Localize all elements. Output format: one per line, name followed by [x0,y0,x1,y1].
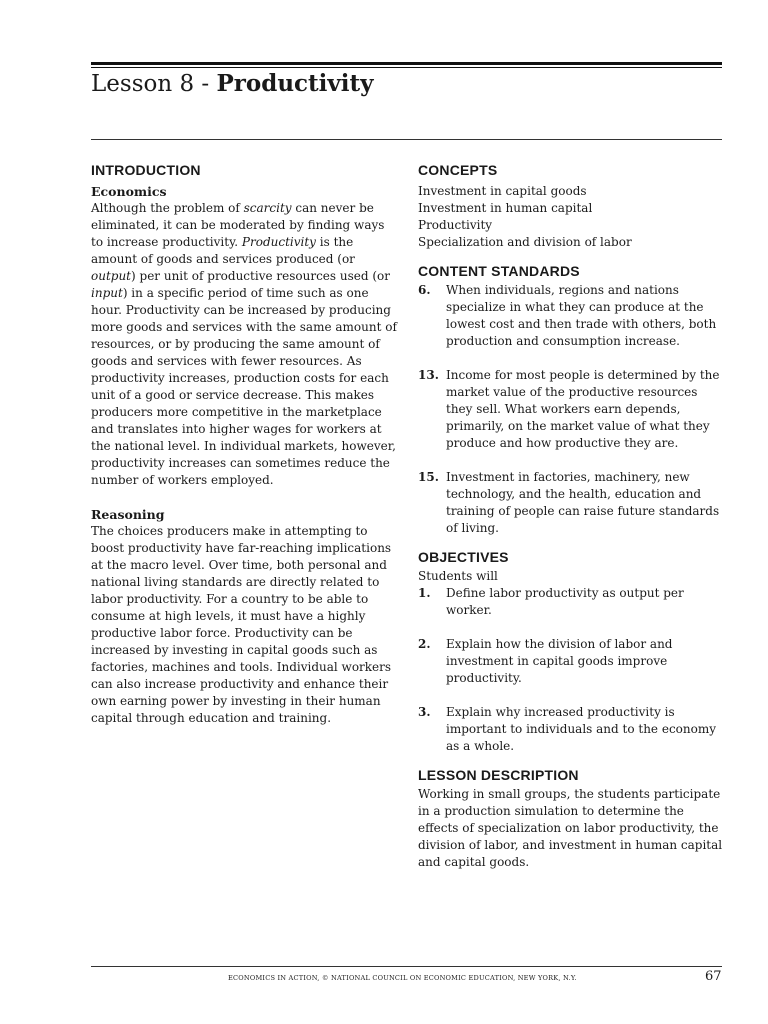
economics-text-5: ) in a specific period of time such as one hour. Productivity can be increased by producing more goods and services with the same amount of resources, or by producing the same amount of goods and services with fewer resources. As productivity increases, production costs for each unit of a good or service decrease. This makes producers more competitive in the marketplace and translates into higher wages for workers at the national level. In individual markets, however, productivity increases can sometimes reduce the number of workers employed. [91,286,397,487]
top-rule-thick [91,62,722,65]
footer-text: ECONOMICS IN ACTION, © NATIONAL COUNCIL ON ECONOMIC EDUCATION, NEW YORK, N.Y. [228,974,577,982]
economics-text-2: can never be eliminated, it can be moderated by finding ways to increase productivity. [91,201,385,249]
term-productivity: Productivity [241,235,316,249]
reasoning-paragraph: The choices producers make in attempting to boost productivity have far-reaching implications at the macro level. Over time, both personal and national living standards are directly related to labor productivity. For a country to be able to consume at high levels, it must have a highly productive labor force. Productivity can be increased by investing in capital goods such as factories, machines and tools. Individual workers can also increase productivity and enhance their own earning power by investing in their human capital through education and training. [91,524,392,725]
objective-text: Define labor productivity as output per worker. [446,586,684,617]
standard-text: Investment in factories, machinery, new technology, and the health, education and training of people can raise future standards of living. [446,470,720,535]
objective-item [418,585,724,619]
objective-item [418,704,724,755]
standard-item [418,367,724,452]
concepts-heading: CONCEPTS [418,162,498,178]
economics-subheading: Economics [91,184,167,199]
concept-item: Productivity [418,218,493,232]
introduction-heading: INTRODUCTION [91,162,201,178]
objective-number: 3. [418,705,431,719]
page-number: 67 [705,969,722,984]
concept-item: Investment in capital goods [418,184,587,198]
standard-number: 6. [418,283,431,297]
economics-text-3: is the amount of goods and services produced (or [91,235,355,266]
standard-text: When individuals, regions and nations specialize in what they can produce at the lowest cost and then trade with others, both production and consumption increase. [446,283,717,348]
objective-item [418,636,724,687]
economics-paragraph [91,200,397,489]
term-scarcity: scarcity [243,201,292,215]
reasoning-subheading: Reasoning [91,507,165,522]
economics-text-1: Although the problem of [91,201,244,215]
objective-number: 1. [418,586,431,600]
economics-text-4: ) per unit of productive resources used (or [131,269,390,283]
page-title [91,66,374,102]
standard-number: 15. [418,470,439,484]
lesson-description-text: Working in small groups, the students participate in a production simulation to determine the effects of specialization on labor productivity, the division of labor, and investment in human capital and capital goods. [418,787,723,869]
left-column [91,160,397,727]
concept-item: Investment in human capital [418,201,593,215]
objective-text: Explain why increased productivity is important to individuals and to the economy as a whole. [446,705,717,753]
standard-item [418,282,724,350]
standard-number: 13. [418,368,439,382]
footer-rule [91,966,722,967]
content-standards-heading: CONTENT STANDARDS [418,263,580,279]
title-rule [91,139,722,140]
standard-item [418,469,724,537]
objectives-heading: OBJECTIVES [418,549,509,565]
concept-item: Specialization and division of labor [418,235,632,249]
objective-text: Explain how the division of labor and investment in capital goods improve productivity. [446,637,673,685]
title-prefix: Lesson 8 - [91,71,217,97]
right-column [418,160,724,871]
lesson-description-heading: LESSON DESCRIPTION [418,767,579,783]
objectives-intro: Students will [418,569,498,583]
term-input: input [91,286,123,300]
objective-number: 2. [418,637,431,651]
standard-text: Income for most people is determined by the market value of the productive resources they sell. What workers earn depends, primarily, on the market value of what they produce and how productive they are. [446,368,720,450]
title-main: Productivity [216,70,374,97]
term-output: output [91,269,132,283]
